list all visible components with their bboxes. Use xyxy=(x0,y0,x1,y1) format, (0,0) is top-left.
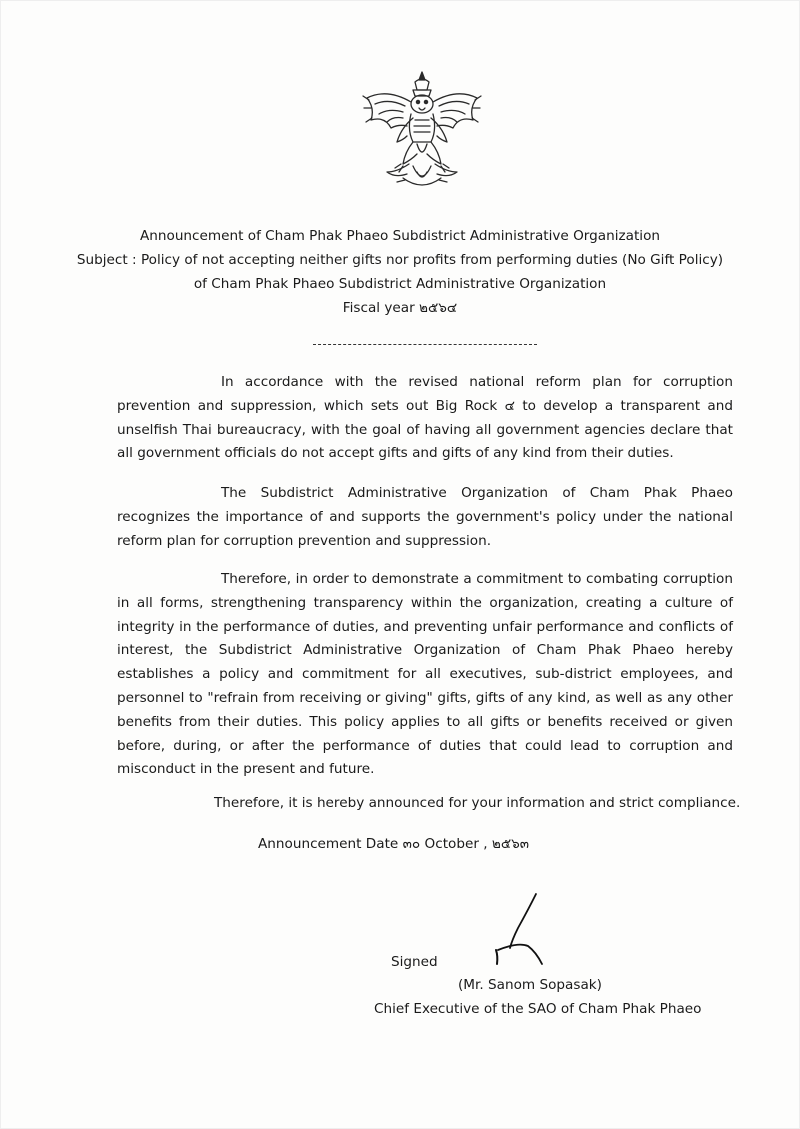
date-month: October , xyxy=(424,836,488,852)
date-label: Announcement Date xyxy=(258,836,399,852)
garuda-emblem-icon xyxy=(357,68,487,196)
announcement-date xyxy=(258,832,529,854)
header-fiscal-year: Fiscal year ๒๕๖๔ xyxy=(342,300,458,316)
body-paragraph-1: In accordance with the revised national reform plan for corruption prevention and suppression, which sets out Big Rock ๔ to develop a transparent and unselfish Thai bureaucracy, with the goal of having all government agencies declare that all government officials do not accept gifts and gifts of any kind from their duties. xyxy=(117,374,733,462)
header-divider xyxy=(313,344,537,345)
announcement-header xyxy=(0,224,800,320)
header-title: Announcement of Cham Phak Phaeo Subdistrict Administrative Organization xyxy=(139,228,661,244)
signer-title: Chief Executive of the SAO of Cham Phak Phaeo xyxy=(374,1001,702,1017)
date-day: ๓๐ xyxy=(402,836,421,852)
body-paragraph-2: The Subdistrict Administrative Organization of Cham Phak Phaeo recognizes the importance of and supports the government's policy under the national reform plan for corruption prevention and suppression. xyxy=(117,485,733,549)
closing-statement: Therefore, it is hereby announced for your information and strict compliance. xyxy=(214,795,741,811)
handwritten-signature xyxy=(488,890,548,970)
signer-name: (Mr. Sanom Sopasak) xyxy=(458,977,602,993)
signed-label: Signed xyxy=(391,954,438,970)
header-organization: of Cham Phak Phaeo Subdistrict Administrative Organization xyxy=(193,276,607,292)
date-year: ๒๕๖๓ xyxy=(491,836,530,852)
body-paragraph-3: Therefore, in order to demonstrate a commitment to combating corruption in all forms, strengthening transparency within the organization, creating a culture of integrity in the performance of duties, and preventing unfair performance and conflicts of interest, the Subdistrict Administrative Organization of Cham Phak Phaeo hereby establishes a policy and commitment for all executives, sub-district employees, and personnel to "refrain from receiving or giving" gifts, gifts of any kind, as well as any other benefits from their duties. This policy applies to all gifts or benefits received or given before, during, or after the performance of duties that could lead to corruption and misconduct in the present and future. xyxy=(117,571,733,778)
header-subject: Subject : Policy of not accepting neither gifts nor profits from performing duties (No Gift Policy) xyxy=(76,252,724,268)
